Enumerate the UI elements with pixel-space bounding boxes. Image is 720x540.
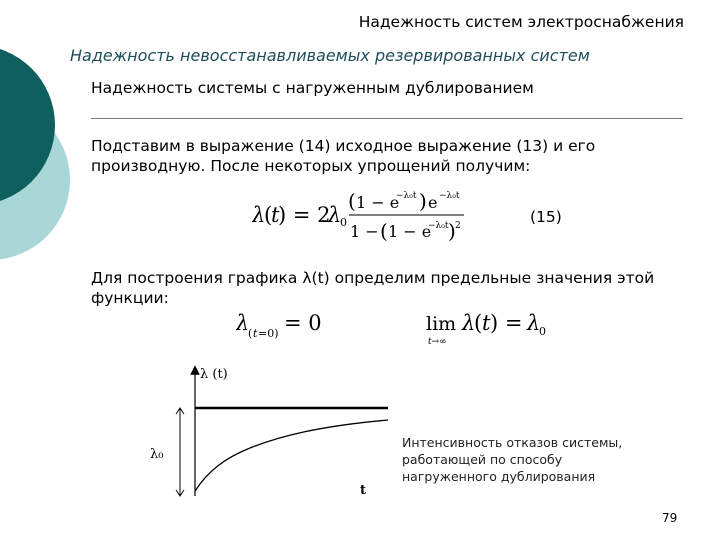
graph-caption [402, 434, 622, 485]
divider [91, 118, 683, 119]
svg-text:): ) [448, 219, 456, 243]
svg-text:t: t [271, 203, 280, 227]
svg-text:= 0: = 0 [284, 311, 322, 335]
svg-text:1 − e: 1 − e [388, 222, 432, 241]
svg-text:(: ( [474, 311, 483, 335]
equation-number: (15) [530, 208, 562, 226]
svg-text:t: t [482, 311, 491, 335]
svg-text:λ: λ [328, 203, 342, 227]
svg-text:) = 2: ) = 2 [278, 203, 331, 227]
svg-text:t→∞: t→∞ [428, 337, 447, 347]
svg-text:(: ( [380, 219, 388, 243]
svg-text:(: ( [348, 189, 356, 213]
svg-text:1 −: 1 − [350, 222, 379, 241]
reliability-graph [140, 356, 390, 506]
decorative-circles [0, 0, 90, 300]
svg-text:λ: λ [252, 203, 266, 227]
svg-text:=0): =0) [258, 327, 279, 340]
caption-line: нагруженного дублирования [402, 469, 596, 484]
svg-text:0: 0 [539, 325, 546, 338]
limit-zero-formula [236, 308, 346, 344]
svg-text:lim: lim [426, 313, 457, 335]
caption-line: работающей по способу [402, 452, 563, 467]
svg-text:1 − e: 1 − e [356, 193, 400, 212]
caption-line: Интенсивность отказов системы, [402, 435, 623, 450]
svg-text:−λ₀t: −λ₀t [396, 191, 417, 201]
slide-subtitle: Надежность невосстанавливаемых резервированных систем [70, 46, 590, 65]
svg-text:e: e [428, 193, 438, 212]
section-title: Надежность системы с нагруженным дублированием [91, 79, 534, 97]
svg-text:): ) [419, 189, 427, 213]
paragraph-substitute: Подставим в выражение (14) исходное выражение (13) и его производную. После некоторых упрощений получим: [91, 137, 596, 175]
svg-text:−λ₀t: −λ₀t [428, 221, 449, 231]
svg-text:) =: ) = [490, 311, 523, 335]
svg-text:2: 2 [455, 221, 461, 231]
level-label: λ₀ [150, 447, 164, 462]
y-axis-label: λ (t) [200, 367, 228, 382]
x-axis-label: t [360, 483, 367, 498]
page-number: 79 [662, 511, 678, 525]
lambda-curve [195, 420, 388, 491]
svg-text:(: ( [248, 327, 253, 340]
svg-text:λ: λ [527, 311, 541, 335]
svg-text:λ: λ [462, 311, 476, 335]
svg-text:t: t [253, 327, 258, 340]
slide-header: Надежность систем электроснабжения [358, 13, 684, 31]
svg-text:λ: λ [236, 311, 250, 335]
svg-text:(: ( [264, 203, 273, 227]
svg-text:−λ₀t: −λ₀t [439, 191, 460, 201]
limit-infinity-formula [426, 306, 566, 350]
svg-text:0: 0 [340, 216, 347, 229]
paragraph-limits: Для построения графика λ(t) определим предельные значения этой функции: [91, 269, 655, 307]
equation-15 [252, 184, 492, 244]
